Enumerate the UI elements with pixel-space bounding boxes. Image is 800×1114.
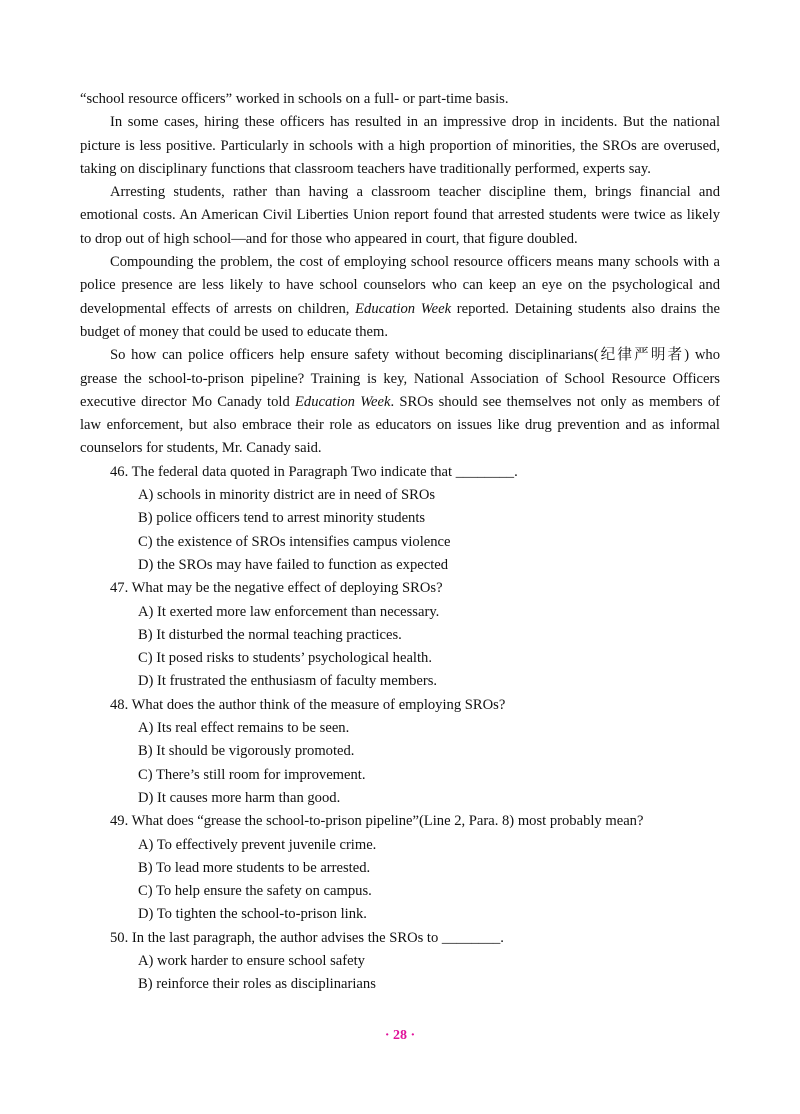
question-stem: 46. The federal data quoted in Paragraph Two indicate that ________. [110,463,518,480]
option-d: D) It frustrated the enthusiasm of faculty members. [138,673,438,690]
question-stem: 49. What does “grease the school-to-prison pipeline”(Line 2, Para. 8) most probably mean? [110,813,644,830]
question-49 [80,810,720,926]
question-50 [80,927,720,997]
question-48 [80,694,720,810]
question-stem: 50. In the last paragraph, the author advises the SROs to ________. [110,929,504,946]
question-47 [80,577,720,693]
paragraph-5-source-title: Education Week [294,393,391,410]
paragraph-4 [80,251,720,344]
paragraph-4-source-title: Education Week [355,300,452,317]
option-c: C) There’s still room for improvement. [138,766,366,783]
document-page [80,88,720,997]
option-c: C) It posed risks to students’ psychological health. [138,650,432,667]
page-number: · 28 · [384,1028,416,1043]
option-a: A) To effectively prevent juvenile crime. [138,836,377,853]
option-a: A) Its real effect remains to be seen. [138,720,350,737]
question-stem: 47. What may be the negative effect of deploying SROs? [110,580,443,597]
paragraph-5 [80,344,720,460]
option-c: C) To help ensure the safety on campus. [138,883,372,900]
paragraph-5-text-a: So how can police officers help ensure safety without becoming disciplinarians(纪律严明者) who grease the school-to-prison pipeline? Training is key, National Association of School Resource Officers executive director Mo Canady told [80,347,720,410]
option-b: B) police officers tend to arrest minority students [138,510,426,527]
question-46 [80,461,720,577]
question-list [80,461,720,997]
paragraph-5-text-b: . SROs should see themselves not only as members of law enforcement, but also embrace their role as educators on issues like drug prevention and as informal counselors for students, Mr. Canady said. [80,393,721,457]
option-b: B) It disturbed the normal teaching practices. [138,626,402,643]
option-d: D) To tighten the school-to-prison link. [138,906,367,923]
option-b: B) To lead more students to be arrested. [138,859,371,876]
paragraph-3: Arresting students, rather than having a classroom teacher discipline them, brings financial and emotional costs. An American Civil Liberties Union report found that arrested students were twice as likely to drop out of high school—and for those who appeared in court, that figure doubled. [80,184,720,247]
option-b: B) reinforce their roles as disciplinarians [138,976,376,993]
paragraph-4-text-a: Compounding the problem, the cost of employing school resource officers means many schools with a police presence are less likely to have school counselors who can keep an eye on the psychological and developmental effects of arrests on children, [80,254,720,317]
paragraph-2: In some cases, hiring these officers has resulted in an impressive drop in incidents. But the national picture is less positive. Particularly in schools with a high proportion of minorities, the SROs are overused, taking on disciplinary functions that classroom teachers have traditionally performed, experts say. [80,114,720,177]
paragraph-4-text-b: reported. Detaining students also drains the budget of money that could be used to educate them. [80,300,720,340]
option-d: D) It causes more harm than good. [138,789,341,806]
option-a: A) schools in minority district are in need of SROs [138,487,436,504]
option-b: B) It should be vigorously promoted. [138,743,355,760]
option-a: A) work harder to ensure school safety [138,952,365,969]
option-a: A) It exerted more law enforcement than necessary. [138,603,440,620]
option-c: C) the existence of SROs intensifies campus violence [138,533,451,550]
question-stem: 48. What does the author think of the measure of employing SROs? [110,696,506,713]
option-d: D) the SROs may have failed to function as expected [138,556,449,573]
paragraph-1: “school resource officers” worked in schools on a full- or part-time basis. [80,91,509,107]
